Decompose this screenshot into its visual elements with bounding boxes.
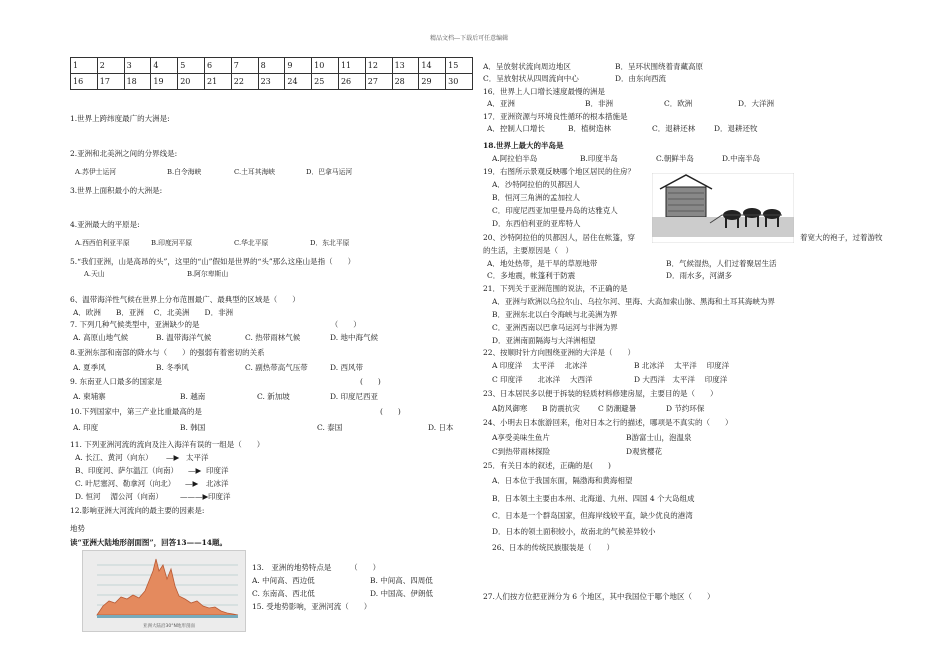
- q7-option-b: B. 温带海洋气候: [156, 333, 212, 342]
- q11-option-d: D. 恒河 湄公河（向南）: [75, 492, 163, 501]
- answer-grid-cell: 12: [365, 58, 392, 74]
- q17-option-a: A．控制人口增长: [487, 124, 545, 133]
- q5-option-b: B.阿尔卑斯山: [187, 270, 229, 278]
- answer-grid-row-1: [71, 58, 473, 74]
- question-23: 23、日本居民多以便于拆装的轻质材料修建房屋，主要目的是（ ）: [483, 389, 718, 398]
- q7-option-a: A. 高原山地气候: [73, 333, 129, 342]
- q16-option-d: D．大洋洲: [738, 99, 775, 108]
- q19-option-d: D．东西伯利亚的亚库特人: [492, 219, 581, 228]
- answer-grid-cell: 19: [151, 74, 178, 90]
- answer-grid-cell: 14: [419, 58, 446, 74]
- q9-option-d: D. 印度尼西亚: [330, 392, 379, 401]
- figure-instruction: 读“亚洲大陆地形剖面图”，回答13——14题。: [70, 538, 228, 547]
- q11-option-a: A. 长江、黄河（向东）: [75, 453, 153, 462]
- q11-option-b: B、印度河、萨尔温江（向南）: [75, 466, 179, 475]
- answer-grid-cell: 18: [124, 74, 151, 90]
- question-13: 13. 亚洲的地势特点是 （ ）: [252, 563, 381, 572]
- q20-option-a: A．地处热带，是干旱的草原地带: [487, 259, 598, 268]
- q15-option-b: B．呈环状围绕着青藏高原: [615, 62, 704, 71]
- question-20: 20、沙特阿拉伯的贝都因人，居住在帐篷，穿: [483, 233, 636, 242]
- q15-option-c: C．呈放射状从四周流向中心: [483, 74, 579, 83]
- q24-option-b: B游富士山，泡温泉: [626, 433, 692, 442]
- answer-grid-cell: 13: [392, 58, 419, 74]
- answer-grid-cell: 4: [151, 58, 178, 74]
- question-22: 22、按顺时针方向围绕亚洲的大洋是（ ）: [483, 348, 636, 357]
- answer-grid-cell: 16: [71, 74, 98, 90]
- question-11: 11. 下列亚洲河流的流向及注入海洋有误的一组是（ ）: [70, 440, 265, 449]
- q24-option-d: D观赏樱花: [626, 447, 663, 456]
- question-19: 19．右图所示景观反映哪个地区居民的住房？: [483, 167, 636, 176]
- q7-option-d: D. 地中海气候: [330, 333, 379, 342]
- q20-option-d: D．雨水多，河湖多: [666, 271, 733, 280]
- q24-option-a: A享受美味生鱼片: [492, 433, 550, 442]
- answer-grid-cell: 1: [71, 58, 98, 74]
- answer-grid-cell: 23: [258, 74, 285, 90]
- q11-option-c: C. 叶尼塞河、勒拿河（向北）: [75, 479, 176, 488]
- q18-option-d: D.中南半岛: [722, 154, 761, 163]
- q24-option-c: C到热带雨林探险: [492, 447, 551, 456]
- q21-option-a: A．亚洲与欧洲以乌拉尔山、乌拉尔河、里海、大高加索山脉、黑海和土耳其海峡为界: [492, 297, 775, 306]
- question-8: 8.亚洲东部和南部的降水与（ ）的强弱有着密切的关系: [70, 348, 265, 357]
- q18-option-a: A.阿拉伯半岛: [492, 154, 538, 163]
- question-7: 7. 下列几种气候类型中，亚洲缺少的是 （ ）: [70, 320, 361, 329]
- question-25: 25．有关日本的叙述，正确的是( ): [483, 461, 611, 470]
- question-2: 2.亚洲和北美洲之间的分界线是:: [70, 149, 178, 158]
- q13-option-c: C. 东南高、西北低: [252, 589, 315, 598]
- answer-grid-cell: 26: [338, 74, 365, 90]
- answer-grid-cell: 8: [258, 58, 285, 74]
- q10-option-d: D. 日本: [428, 423, 454, 432]
- q22-option-b: B 北冰洋 太平洋 印度洋: [634, 361, 730, 370]
- q2-option-d: D．巴拿马运河: [306, 168, 353, 176]
- q19-option-a: A．沙特阿拉伯的贝都因人: [492, 180, 580, 189]
- q7-option-c: C. 热带雨林气候: [245, 333, 301, 342]
- question-6: 6、温带海洋性气候在世界上分布范围最广、最典型的区域是（ ）: [70, 295, 300, 304]
- yurt-house-illustration: [652, 173, 794, 243]
- question-16: 16．世界上人口增长速度最慢的洲是: [483, 87, 606, 96]
- q22-option-d: D 大西洋 太平洋 印度洋: [634, 375, 728, 384]
- q25-option-a: A．日本位于我国东面，隔渤海和黄海相望: [492, 476, 633, 485]
- q20-option-c: C．多地震，帐篷利于防震: [487, 271, 576, 280]
- question-10: 10.下列国家中，第三产业比重最高的是: [70, 407, 202, 416]
- q16-option-a: A．亚洲: [487, 99, 515, 108]
- q11-option-a-ocean: 太平洋: [186, 453, 209, 462]
- arrow-right-icon: ———▶: [180, 492, 209, 501]
- q4-option-d: D．东北平原: [310, 239, 350, 247]
- q4-option-b: B.印度河平原: [151, 239, 193, 247]
- q23-option-a: A防风御寒: [492, 404, 528, 413]
- q10-option-c: C. 泰国: [317, 423, 343, 432]
- q4-option-a: A.西西伯利亚平原: [75, 239, 130, 247]
- answer-grid-cell: 27: [365, 74, 392, 90]
- arrow-right-icon: —▶: [166, 453, 180, 462]
- question-20-tail: 着宽大的袍子，过着游牧: [800, 233, 883, 242]
- question-12: 12.影响亚洲大河流向的最主要的因素是:: [70, 506, 205, 515]
- q10-option-a: A. 印度: [73, 423, 99, 432]
- answer-grid-cell: 17: [97, 74, 124, 90]
- q12-answer: 地势: [70, 524, 85, 533]
- q17-option-b: B．植树造林: [568, 124, 612, 133]
- q13-option-b: B. 中间高、四周低: [370, 576, 433, 585]
- q19-option-b: B．恒河三角洲的孟加拉人: [492, 193, 581, 202]
- question-5: 5.“我们亚洲，山是高昂的头”，这里的“山”假如是世界的“头”那么这座山是指（ ）: [70, 257, 356, 266]
- q2-option-b: B.白令海峡: [167, 168, 202, 176]
- q23-option-d: D 节约环保: [666, 404, 705, 413]
- answer-grid-cell: 15: [446, 58, 473, 74]
- q2-option-a: A.苏伊士运河: [75, 168, 117, 176]
- terrain-profile-chart: [83, 551, 245, 631]
- answer-grid: [70, 57, 473, 90]
- q10-answer-paren: ( ): [380, 407, 401, 416]
- q11-option-c-ocean: 北冰洋: [206, 479, 229, 488]
- q21-option-c: C．亚洲西南以巴拿马运河与非洲为界: [492, 323, 618, 332]
- answer-grid-row-2: [71, 74, 473, 90]
- q21-option-b: B．亚洲东北以白令海峡与北美洲为界: [492, 310, 618, 319]
- question-24: 24、小明去日本旅游回来，他对日本之行的描述，哪项是不真实的（ ）: [483, 418, 733, 427]
- arrow-right-icon: —▶: [185, 479, 199, 488]
- q22-option-a: A 印度洋 太平洋 北冰洋: [492, 361, 588, 370]
- q8-option-b: B. 冬季风: [156, 363, 189, 372]
- q18-option-b: B.印度半岛: [580, 154, 618, 163]
- answer-grid-cell: 29: [419, 74, 446, 90]
- q13-option-d: D. 中国高、伊朗低: [370, 589, 434, 598]
- q23-option-c: C 防潮避暑: [598, 404, 637, 413]
- question-15: 15. 受地势影响，亚洲河流（ ）: [252, 602, 372, 611]
- q6-options: A．欧洲 B．亚洲 C．北美洲 D．非洲: [73, 308, 234, 317]
- answer-grid-cell: 2: [97, 58, 124, 74]
- q17-option-d: D．退耕还牧: [714, 124, 758, 133]
- q25-option-d: D．日本的领土面积较小，故南北的气候差异较小: [492, 527, 656, 536]
- q11-option-b-ocean: 印度洋: [206, 466, 229, 475]
- q15-option-a: A．呈放射状流向周边地区: [483, 62, 571, 71]
- q22-option-c: C 印度洋 北冰洋 大西洋: [492, 375, 593, 384]
- q23-option-b: B 防震抗灾: [542, 404, 580, 413]
- question-3: 3.世界上面积最小的大洲是:: [70, 186, 163, 195]
- q17-option-c: C．退耕还林: [652, 124, 696, 133]
- q8-option-d: D. 西风带: [330, 363, 364, 372]
- answer-grid-cell: 5: [178, 58, 205, 74]
- q8-option-c: C. 副热带高气压带: [245, 363, 308, 372]
- q10-option-b: B. 韩国: [180, 423, 206, 432]
- answer-grid-cell: 21: [204, 74, 231, 90]
- answer-grid-cell: 28: [392, 74, 419, 90]
- q4-option-c: C.华北平原: [234, 239, 269, 247]
- q15-option-d: D．由东向西流: [615, 74, 667, 83]
- question-1: 1.世界上跨纬度最广的大洲是:: [70, 114, 170, 123]
- answer-grid-cell: 30: [446, 74, 473, 90]
- q20-option-b: B．气候湿热，人们过着聚居生活: [666, 259, 777, 268]
- q21-option-d: D．亚洲南面隔海与大洋洲相望: [492, 336, 596, 345]
- answer-grid-cell: 22: [231, 74, 258, 90]
- q2-option-c: C.土耳其海峡: [234, 168, 276, 176]
- answer-grid-cell: 3: [124, 58, 151, 74]
- q16-option-c: C．欧洲: [664, 99, 693, 108]
- answer-grid-cell: 11: [338, 58, 365, 74]
- q11-option-d-ocean: 印度洋: [208, 492, 231, 501]
- figure-caption: 亚洲大陆沿30°N地形剖面: [143, 624, 195, 629]
- q9-option-b: B. 越南: [180, 392, 206, 401]
- question-18: 18.世界上最大的半岛是: [483, 141, 564, 150]
- question-27: 27.人们按方位把亚洲分为 6 个地区，其中我国位于哪个地区（ ）: [483, 592, 715, 601]
- q9-answer-paren: ( ): [360, 377, 381, 386]
- question-9: 9. 东南亚人口最多的国家是: [70, 377, 163, 386]
- answer-grid-cell: 20: [178, 74, 205, 90]
- question-4: 4.亚洲最大的平原是:: [70, 220, 140, 229]
- arrow-right-icon: —▶: [188, 466, 202, 475]
- answer-grid-cell: 7: [231, 58, 258, 74]
- answer-grid-cell: 24: [285, 74, 312, 90]
- answer-grid-cell: 9: [285, 58, 312, 74]
- q8-option-a: A. 夏季风: [73, 363, 106, 372]
- answer-grid-cell: 6: [204, 58, 231, 74]
- answer-grid-cell: 10: [312, 58, 339, 74]
- terrain-profile-figure: [82, 550, 246, 632]
- q16-option-b: B．非洲: [585, 99, 614, 108]
- question-21: 21．下列关于亚洲范围的说法，不正确的是: [483, 284, 628, 293]
- q9-option-c: C. 新加坡: [257, 392, 290, 401]
- answer-grid-cell: 25: [312, 74, 339, 90]
- q25-option-b: B．日本领土主要由本州、北海道、九州、四国 4 个大岛组成: [492, 494, 695, 503]
- question-26: 26、日本的传统民族服装是（ ）: [492, 543, 615, 552]
- page-header: 精品文档---下载后可任意编辑: [430, 35, 509, 42]
- q13-option-a: A. 中间高、西边低: [252, 576, 315, 585]
- q5-option-a: A.天山: [84, 270, 105, 278]
- q19-option-c: C．印度尼西亚加里曼丹岛的达雅克人: [492, 206, 618, 215]
- q25-option-c: C．日本是一个群岛国家，但海岸线较平直，缺少优良的港湾: [492, 511, 693, 520]
- q18-option-c: C.朝鲜半岛: [656, 154, 694, 163]
- question-20-line-2: 的生活，主要原因是（ ）: [483, 246, 573, 255]
- question-17: 17．亚洲资源与环境良性循环的根本措施是: [483, 112, 628, 121]
- q9-option-a: A. 柬埔寨: [73, 392, 106, 401]
